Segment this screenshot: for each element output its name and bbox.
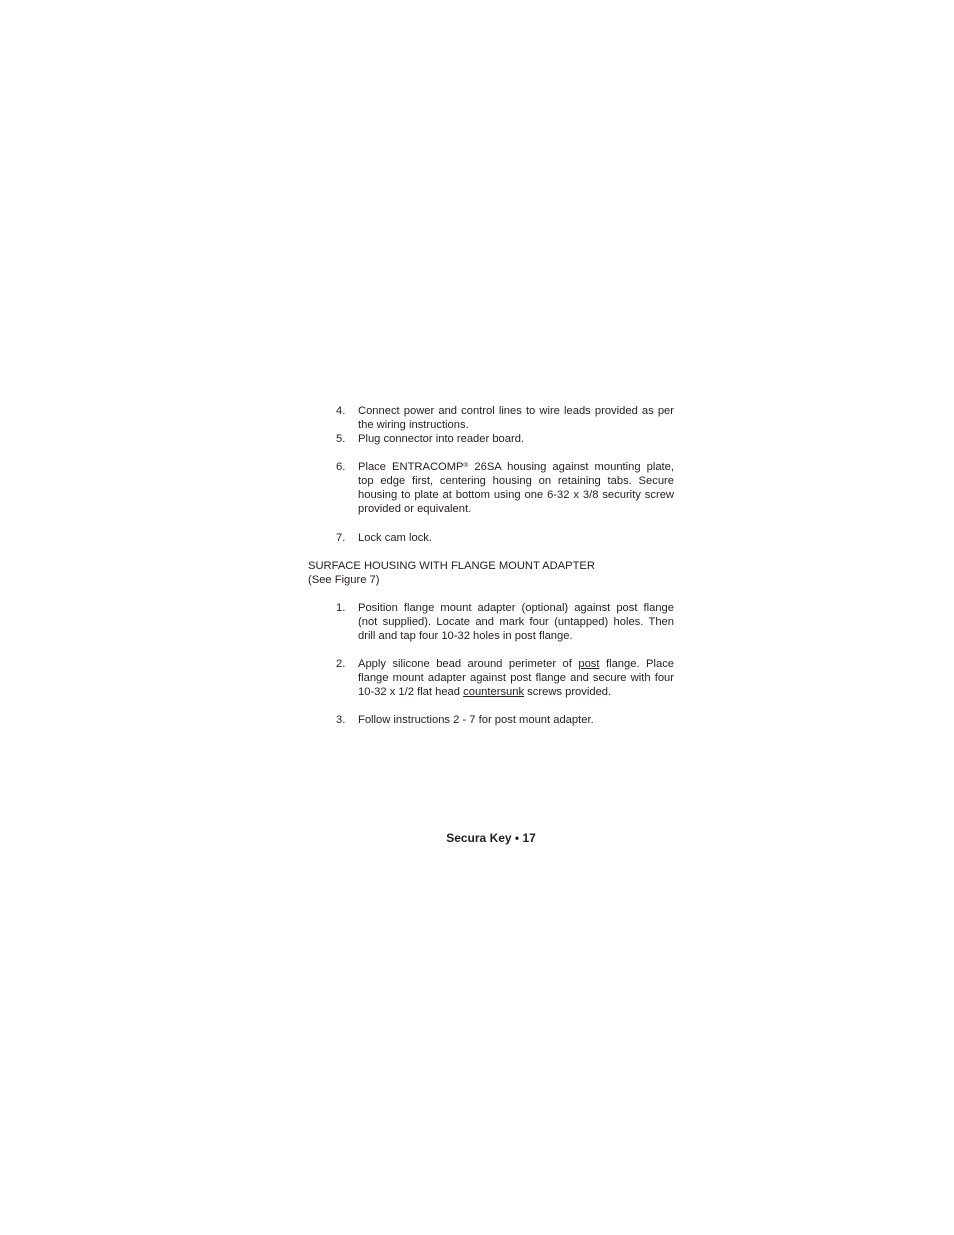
page-footer: Secura Key • 17: [446, 831, 536, 845]
step-1: [336, 601, 674, 643]
step-6: [336, 460, 674, 516]
step-number: 7.: [336, 532, 346, 544]
step-text: Connect power and control lines to wire leads provided as per the wiring instructions.: [358, 405, 674, 431]
step-text-part: Place ENTRACOMP: [358, 461, 464, 473]
step-text-part: flange. Place flange mount adapter against post flange and secure with four 10-32 x 1/2 flat head: [358, 658, 675, 698]
underlined-word: countersunk: [463, 686, 525, 698]
step-7: [336, 531, 674, 545]
step-number: 5.: [336, 433, 346, 445]
step-text-part: Apply silicone bead around perimeter of: [358, 658, 579, 670]
step-5: [336, 432, 674, 446]
step-3: [336, 713, 674, 727]
registered-mark: ®: [463, 462, 469, 469]
section-title: SURFACE HOUSING WITH FLANGE MOUNT ADAPTER: [308, 560, 595, 572]
step-text: [358, 460, 674, 516]
step-number: 3.: [336, 714, 346, 726]
step-number: 1.: [336, 602, 346, 614]
step-2: [336, 657, 674, 699]
section-heading: [308, 559, 708, 587]
step-text-part: 26SA housing against mounting plate, top edge first, centering housing on retaining tabs. Secure housing to plate at bottom using one 6-32 x 3/8 security screw provided or equivalent.: [358, 461, 675, 515]
step-text: Lock cam lock.: [358, 532, 432, 544]
underlined-word: post: [578, 658, 600, 670]
step-text-part: screws provided.: [524, 686, 612, 698]
step-number: 6.: [336, 461, 346, 473]
step-text: Plug connector into reader board.: [358, 433, 525, 445]
step-text: Follow instructions 2 - 7 for post mount adapter.: [358, 714, 594, 726]
section-subtitle: (See Figure 7): [308, 574, 380, 586]
step-number: 4.: [336, 405, 346, 417]
step-number: 2.: [336, 658, 346, 670]
step-text: Position flange mount adapter (optional) against post flange (not supplied). Locate and mark four (untapped) holes. Then drill and tap four 10-32 holes in post flange.: [358, 602, 674, 642]
step-text: [358, 657, 674, 699]
step-4: [336, 404, 674, 432]
